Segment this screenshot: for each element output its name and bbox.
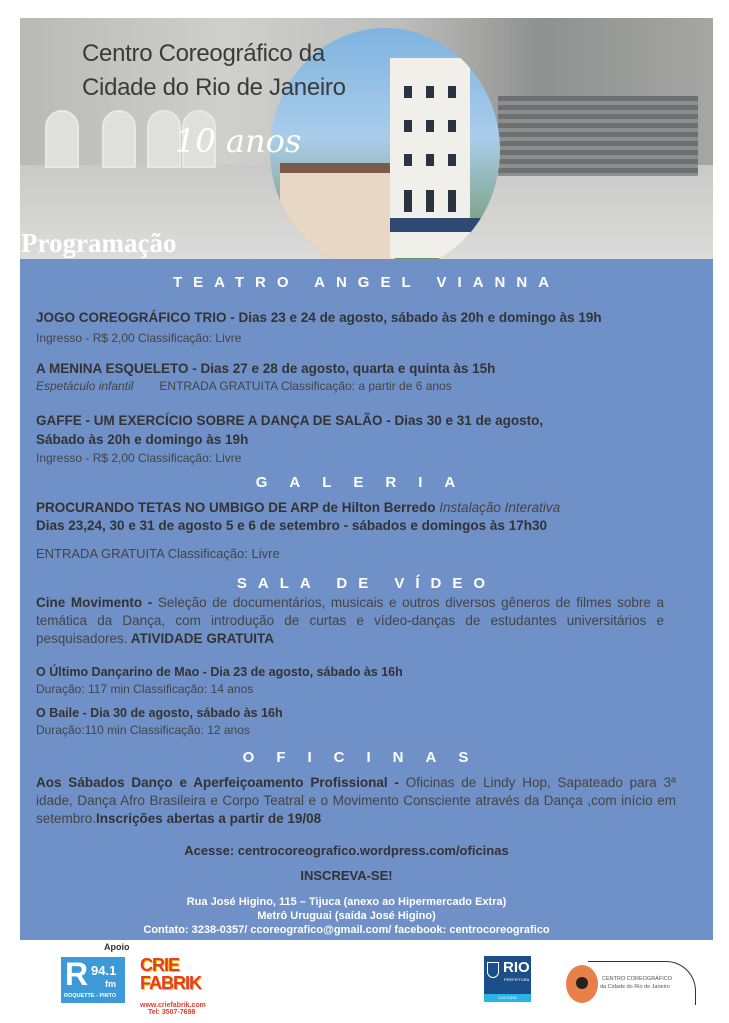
title-line-2: Cidade do Rio de Janeiro bbox=[82, 74, 346, 101]
galeria-dates: Dias 23,24, 30 e 31 de agosto 5 e 6 de setembro - sábados e domingos às 17h30 bbox=[36, 518, 547, 533]
header-photo-collage bbox=[20, 18, 713, 260]
event-title: GAFFE - UM EXERCÍCIO SOBRE A DANÇA DE SALÃO - Dias 30 e 31 de agosto, bbox=[36, 413, 544, 428]
film-title: O Baile - Dia 30 de agosto, sábado às 16h bbox=[36, 706, 283, 720]
contact-info: Contato: 3238-0357/ ccoreografico@gmail.com/ facebook: centrocoreografico bbox=[143, 924, 550, 936]
event-info: Ingresso - R$ 2,00 Classificação: Livre bbox=[36, 331, 242, 345]
heading-teatro: TEATRO ANGEL VIANNA bbox=[172, 274, 561, 291]
rio-dept: CULTURA bbox=[484, 994, 531, 1002]
radio-band: fm bbox=[105, 979, 116, 989]
radio-r-icon: R bbox=[65, 956, 89, 992]
building-sign bbox=[390, 218, 485, 232]
signup-cta: INSCREVA-SE! bbox=[300, 868, 393, 883]
event-title: JOGO COREOGRÁFICO TRIO - Dias 23 e 24 de agosto, sábado às 20h e domingo às 19h bbox=[36, 310, 602, 325]
criefabrik-site: www.criefabrik.com bbox=[140, 1002, 206, 1009]
video-free: ATIVIDADE GRATUITA bbox=[127, 631, 275, 646]
theater-seats bbox=[498, 96, 698, 176]
address: Rua José Higino, 115 – Tijuca (anexo ao Hipermercado Extra) bbox=[186, 896, 507, 908]
radio-freq: 94.1 bbox=[91, 963, 117, 978]
criefabrik-tel: Tel: 3507-7698 bbox=[148, 1009, 196, 1016]
section-title: Programação bbox=[21, 228, 177, 258]
title-line-1: Centro Coreográfico da bbox=[82, 40, 325, 67]
event-info: Ingresso - R$ 2,00 Classificação: Livre bbox=[36, 451, 242, 465]
galeria-tag: Instalação Interativa bbox=[439, 500, 561, 515]
rio-sub: PREFEITURA bbox=[504, 977, 530, 982]
rio-name: RIO bbox=[503, 959, 530, 976]
event-info-text: ENTRADA GRATUITA Classificação: a partir de 6 anos bbox=[159, 379, 452, 393]
criefabrik-name: CRIE FABRIK bbox=[140, 955, 201, 993]
oficinas-description bbox=[36, 774, 676, 828]
film-info: Duração:110 min Classificação: 12 anos bbox=[36, 723, 250, 737]
centro-coreografico-logo bbox=[566, 955, 706, 1007]
film-info: Duração: 117 min Classificação: 14 anos bbox=[36, 682, 254, 696]
heading-video: SALA DE VÍDEO bbox=[236, 575, 497, 592]
oficinas-signup: Inscrições abertas a partir de 19/08 bbox=[96, 811, 322, 826]
heading-galeria: GALERIA bbox=[255, 474, 478, 491]
anniversary-text: 10 anos bbox=[175, 122, 302, 160]
rio-crest-icon bbox=[487, 962, 499, 978]
arc-line bbox=[588, 961, 696, 1005]
event-title-2: Sábado às 20h e domingo às 19h bbox=[36, 432, 249, 447]
event-info bbox=[36, 379, 452, 393]
criefabrik-logo bbox=[140, 955, 210, 1016]
window bbox=[45, 110, 79, 168]
galeria-info: ENTRADA GRATUITA Classificação: Livre bbox=[36, 546, 280, 561]
heading-oficinas: OFICINAS bbox=[242, 749, 491, 766]
galeria-title bbox=[36, 500, 560, 515]
oficinas-desc: Oficinas de Lindy Hop, Sapateado para 3ª idade, Dança Afro Brasileira e Corpo Teatral e o Movimento Consciente através da Dança ,com início em setembro. bbox=[36, 775, 676, 826]
video-desc: Seleção de documentários, musicais e outros diversos gêneros de filmes sobre a temática da Dança, com introdução de curtas e vídeo-danças de estudantes universitários e pesquisadores. bbox=[36, 595, 664, 646]
radio-logo bbox=[61, 957, 125, 1003]
window bbox=[102, 110, 136, 168]
video-description bbox=[36, 594, 664, 648]
galeria-title-text: PROCURANDO TETAS NO UMBIGO DE ARP de Hilton Berredo bbox=[36, 500, 436, 515]
access-link[interactable]: Acesse: centrocoreografico.wordpress.com/oficinas bbox=[184, 843, 509, 858]
radio-name: ROQUETTE - PINTO bbox=[64, 993, 117, 999]
event-title: A MENINA ESQUELETO - Dias 27 e 28 de agosto, quarta e quinta às 15h bbox=[36, 361, 496, 376]
dot-icon bbox=[576, 977, 588, 989]
metro: Metrô Uruguai (saída José Higino) bbox=[257, 910, 436, 922]
support-label: Apoio bbox=[104, 942, 130, 952]
oficinas-lead: Aos Sábados Danço e Aperfeiçoamento Profissional - bbox=[36, 775, 399, 790]
rio-prefeitura-logo bbox=[484, 956, 531, 1002]
video-lead: Cine Movimento - bbox=[36, 595, 153, 610]
cc-line1: CENTRO COREOGRÁFICO bbox=[602, 976, 672, 982]
event-tag: Espetáculo infantil bbox=[36, 379, 134, 393]
cc-line2: da Cidade do Rio de Janeiro bbox=[600, 984, 670, 990]
film-title: O Último Dançarino de Mao - Dia 23 de agosto, sábado às 16h bbox=[36, 665, 403, 679]
